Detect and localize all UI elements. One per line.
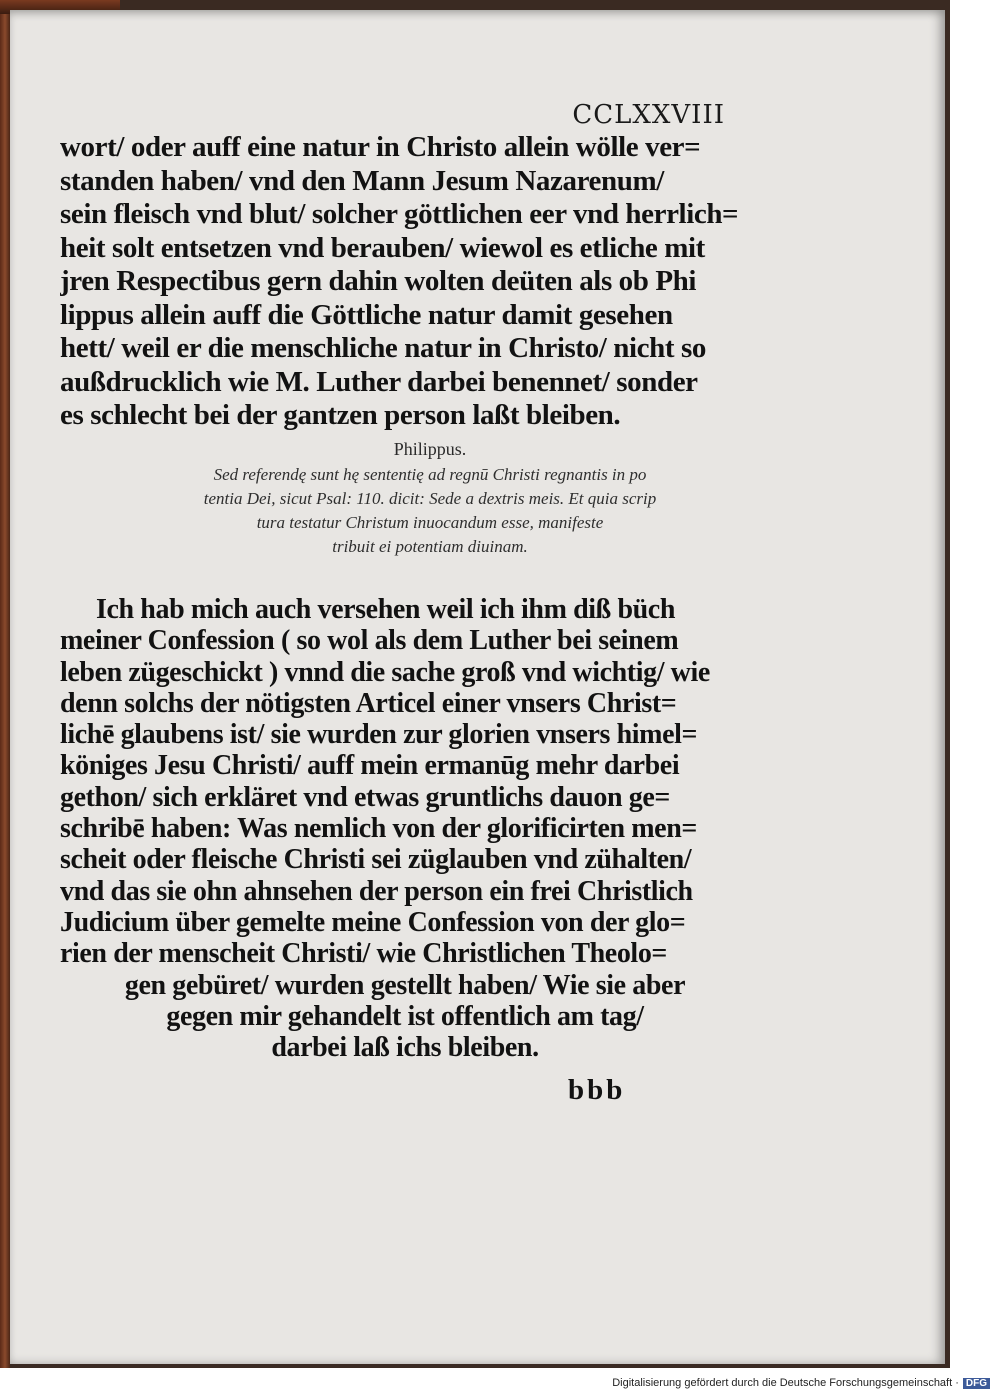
text-line: königes Jesu Christi/ auff mein ermanūg mehr darbei	[60, 750, 680, 782]
book-cover-edge	[0, 0, 10, 1368]
paragraph-1	[60, 131, 740, 433]
text-line: scheit oder fleische Christi sei züglauben vnd zühalten/	[60, 844, 692, 876]
paragraph-2	[60, 594, 750, 1063]
quotation-author: Philippus.	[393, 439, 467, 459]
credit-text: Digitalisierung gefördert durch die Deutsche Forschungsgemeinschaft ·	[612, 1377, 959, 1389]
quotation-line: tribuit ei potentiam diuinam.	[332, 537, 528, 556]
text-line: sein fleisch vnd blut/ solcher göttlichen eer vnd herrlich=	[60, 198, 739, 230]
text-line: meiner Confession ( so wol als dem Luther bei seinem	[60, 625, 679, 657]
quotation-line: tentia Dei, sicut Psal: 110. dicit: Sede a dextris meis. Et quia scrip	[203, 489, 657, 508]
text-line: gen gebüret/ wurden gestellt haben/ Wie sie aber	[124, 969, 686, 1001]
text-line: denn solchs der nötigsten Articel einer vnsers Christ=	[60, 687, 677, 719]
text-line: Ich hab mich auch versehen weil ich ihm diß büch	[96, 594, 675, 625]
text-line: außdrucklich wie M. Luther darbei benennet/ sonder	[60, 365, 698, 398]
text-line: darbei laß ichs bleiben.	[271, 1032, 539, 1064]
catchword: bbb	[568, 1074, 626, 1106]
digitization-credit	[612, 1377, 990, 1389]
book-page	[10, 10, 945, 1364]
text-line: gethon/ sich erkläret vnd etwas gruntlichs dauon ge=	[60, 781, 670, 813]
text-line: es schlecht bei der gantzen person laßt bleiben.	[60, 399, 621, 431]
text-line: gegen mir gehandelt ist offentlich am tag/	[166, 1000, 644, 1032]
latin-quotation	[80, 435, 780, 559]
text-line: Judicium über gemelte meine Confession von der glo=	[60, 906, 686, 938]
text-line: rien der menscheit Christi/ wie Christlichen Theolo=	[60, 938, 667, 970]
dfg-logo: DFG	[963, 1378, 990, 1389]
folio-number: CCLXXVIII	[572, 100, 725, 130]
text-line: wort/ oder auff eine natur in Christo allein wölle ver=	[60, 131, 701, 163]
text-line: hett/ weil er die menschliche natur in Christo/ nicht so	[60, 332, 706, 364]
text-line: jren Respectibus gern dahin wolten deüten als ob Phi	[60, 265, 697, 297]
text-line: heit solt entsetzen vnd berauben/ wiewol es etliche mit	[60, 231, 705, 264]
text-line: vnd das sie ohn ahnsehen der person ein frei Christlich	[60, 875, 693, 907]
text-line: schribē haben: Was nemlich von der glorificirten men=	[60, 813, 697, 845]
quotation-line: tura testatur Christum inuocandum esse, manifeste	[256, 513, 604, 532]
text-line: leben zügeschickt ) vnnd die sache groß vnd wichtig/ wie	[60, 656, 710, 688]
text-line: lichē glaubens ist/ sie wurden zur glorien vnsers himel=	[60, 719, 698, 751]
text-line: lippus allein auff die Göttliche natur damit gesehen	[60, 298, 673, 331]
text-line: standen haben/ vnd den Mann Jesum Nazarenum/	[60, 164, 664, 197]
quotation-line: Sed referendę sunt hę sententię ad regnū Christi regnantis in po	[213, 465, 647, 484]
